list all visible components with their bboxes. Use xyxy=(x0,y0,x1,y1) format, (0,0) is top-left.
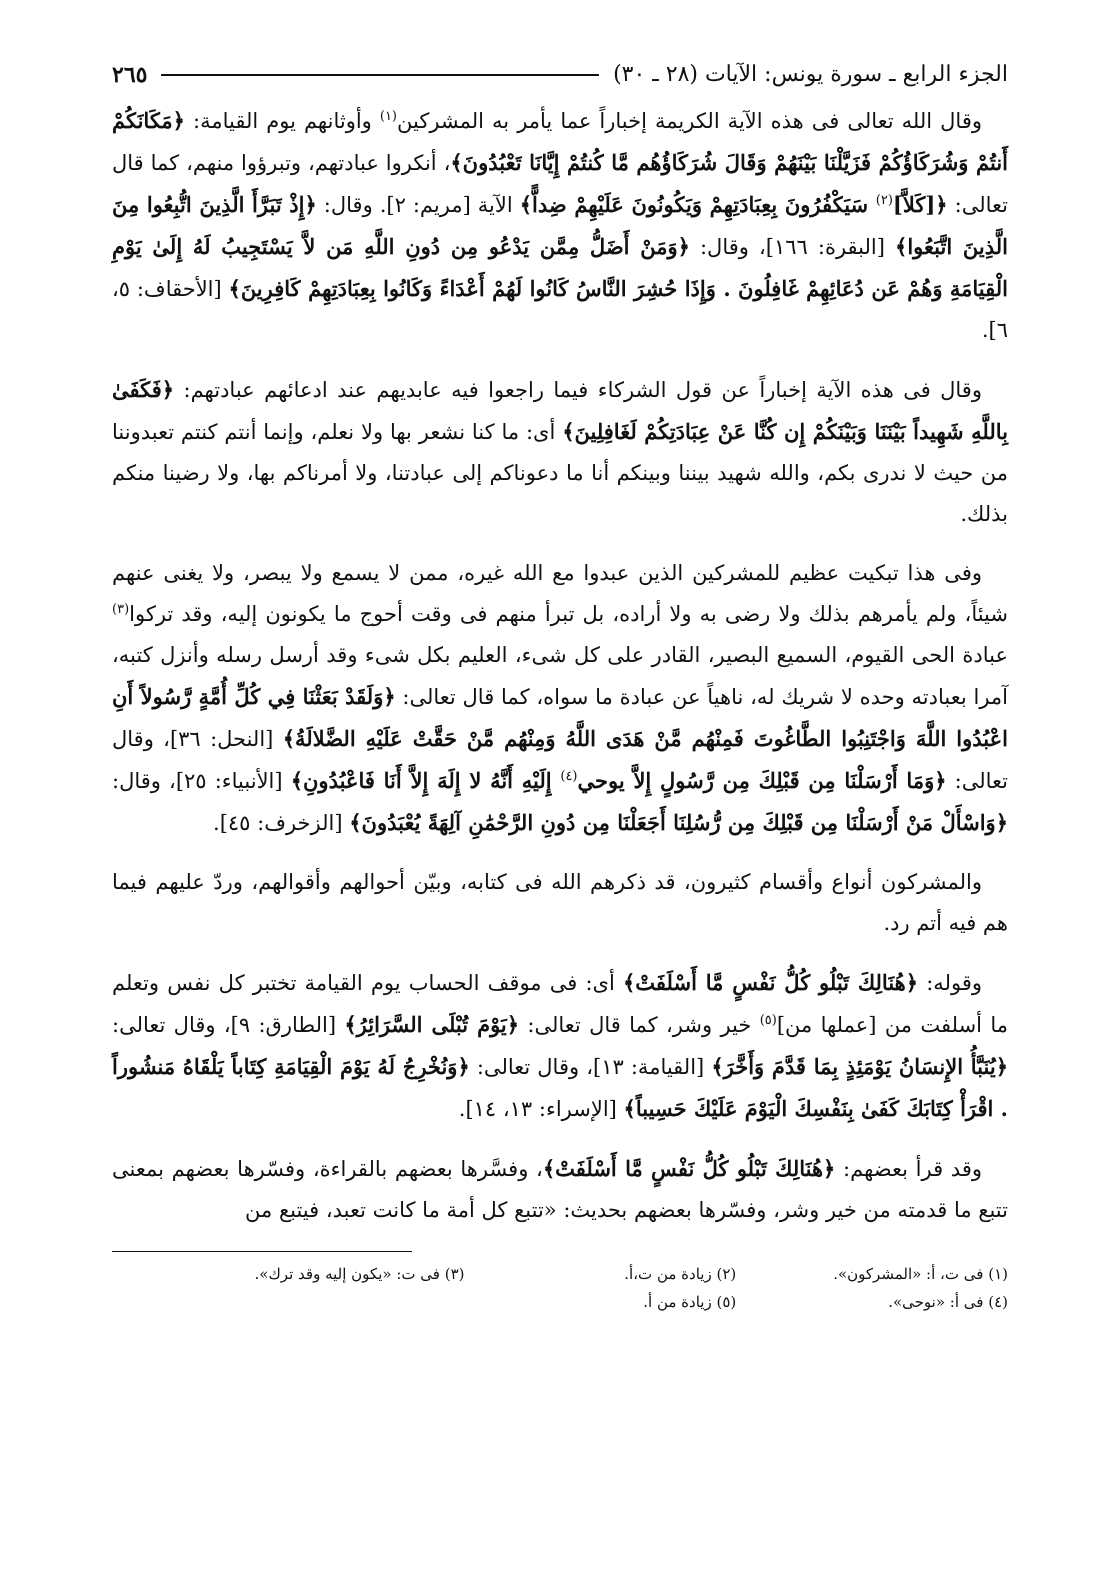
paragraph-text: [الطارق: ٩]، وقال تعالى: xyxy=(112,1013,345,1037)
quran-verse: ﴿[كَلاَّ] xyxy=(892,192,948,217)
paragraph-text: والمشركون أنواع وأقسام كثيرون، قد ذكرهم الله فى كتابه، وبيّن أحوالهم وأقوالهم، وردّ عليهم فيما هم فيه أتم رد. xyxy=(112,870,1008,935)
paragraph-text: [الإسراء: ١٣، ١٤]. xyxy=(458,1097,624,1121)
footnote: (١) فى ت، أ: «المشركون». xyxy=(833,1265,1008,1283)
quran-verse: ﴿وَمَا أَرْسَلْنَا مِن قَبْلِكَ مِن رَّسُولٍ إِلاَّ يوحي xyxy=(577,768,947,793)
page-number: ٢٦٥ xyxy=(112,62,148,88)
paragraph-text: ، وفسَّرها بعضهم بالقراءة، وفسّرها بعضهم بمعنى تتبع ما قدمته من خير وشر، وفسّرها بعضهم بحديث: «تتبع كل أمة ما كانت تعبد، فيتبع من xyxy=(112,1157,1008,1222)
footnote: (٥) زيادة من أ. xyxy=(643,1293,737,1311)
paragraph-text: [القيامة: ١٣]، وقال تعالى: xyxy=(469,1055,712,1079)
footnote: (٣) فى ت: «يكون إليه وقد ترك». xyxy=(254,1265,465,1283)
paragraph-text: ، أنكروا عبادتهم، وتبرؤوا منهم، كما قال تعالى: xyxy=(112,151,1008,217)
paragraph-text: وفى هذا تبكيت عظيم للمشركين الذين عبدوا مع الله غيره، ممن لا يسمع ولا يبصر، ولا يغنى عنهم شيئاً، ولم يأمرهم بذلك ولا رضى به ولا أراده، بل تبرأ منهم فى وقت أحوج ما يكونون إليه، وقد تركوا xyxy=(112,561,1008,626)
quran-verse: ﴿هُنَالِكَ تَبْلُو كُلُّ نَفْسٍ مَّا أَسْلَفَتْ﴾ xyxy=(542,1156,836,1181)
footnote-ref: (٥) xyxy=(759,1013,777,1028)
paragraph-text: [الأنبياء: ٢٥]، وقال: xyxy=(112,769,291,793)
paragraph xyxy=(112,369,1008,535)
paragraph-text: [الزخرف: ٤٥]. xyxy=(213,811,350,835)
quran-verse: ﴿وَنُخْرِجُ لَهُ يَوْمَ الْقِيَامَةِ كِتَاباً يَلْقَاهُ مَنشُوراً . اقْرَأْ كِتَابَكَ كَفَىٰ بِنَفْسِكَ الْيَوْمَ عَلَيْكَ حَسِيباً﴾ xyxy=(112,1054,1008,1121)
body-text xyxy=(112,100,1008,1231)
quran-verse: ﴿مَكَانَكُمْ أَنتُمْ وَشُرَكَاؤُكُمْ فَزَيَّلْنَا بَيْنَهُمْ وَقَالَ شُرَكَاؤُهُم مَّا كُنتُمْ إِيَّانَا تَعْبُدُونَ﴾ xyxy=(112,108,1009,175)
quran-verse: ﴿وَاسْأَلْ مَنْ أَرْسَلْنَا مِن قَبْلِكَ مِن رُّسُلِنَا أَجَعَلْنَا مِن دُونِ الرَّحْمَٰنِ آلِهَةً يُعْبَدُونَ﴾ xyxy=(349,810,1008,835)
running-header xyxy=(112,58,1008,92)
paragraph-text: أى: ما كنا نشعر بها ولا نعلم، وإنما أنتم كنتم تعبدوننا من حيث لا ندرى بكم، والله شهيد بيننا وبينكم أنا ما دعوناكم إلى عبادتنا، ولا أمرناكم بها، ولا رضينا منكم بذلك. xyxy=(112,420,1008,526)
quran-verse: ﴿وَمَنْ أَضَلُّ مِمَّن يَدْعُو مِن دُونِ اللَّهِ مَن لاَّ يَسْتَجِيبُ لَهُ إِلَىٰ يَوْمِ الْقِيَامَةِ وَهُمْ عَن دُعَائِهِمْ غَافِلُونَ . وَإِذَا حُشِرَ النَّاسُ كَانُوا لَهُمْ أَعْدَاءً وَكَانُوا بِعِبَادَتِهِمْ كَافِرِينَ﴾ xyxy=(112,234,1009,301)
quran-verse: ﴿يُنَبَّأُ الإِنسَانُ يَوْمَئِذٍ بِمَا قَدَّمَ وَأَخَّرَ﴾ xyxy=(711,1054,1009,1079)
footnote-ref: (١) xyxy=(379,109,397,124)
paragraph-text: [البقرة: ١٦٦]، وقال: xyxy=(689,235,896,259)
paragraph xyxy=(112,1148,1008,1231)
paragraph xyxy=(112,862,1008,944)
header-title: الجزء الرابع ـ سورة يونس: الآيات (٢٨ ـ ٣٠) xyxy=(613,62,1008,87)
footnote-ref: (٢) xyxy=(875,193,893,208)
quran-verse: ﴿فَكَفَىٰ بِاللَّهِ شَهِيداً بَيْنَنَا وَبَيْنَكُمْ إِن كُنَّا عَنْ عِبَادَتِكُمْ لَغَافِلِينَ﴾ xyxy=(112,377,1008,444)
quran-verse: إِلَيْهِ أَنَّهُ لا إِلَهَ إِلاَّ أَنَا فَاعْبُدُونِ﴾ xyxy=(290,768,561,793)
paragraph xyxy=(112,553,1008,844)
footnote: (٢) زيادة من ت،أ. xyxy=(624,1265,737,1283)
paragraph-text: وأوثانهم يوم القيامة: xyxy=(184,109,380,133)
footnote-ref: (٣) xyxy=(112,602,130,617)
quran-verse: ﴿هُنَالِكَ تَبْلُو كُلُّ نَفْسٍ مَّا أَسْلَفَتْ﴾ xyxy=(623,970,919,995)
paragraph-text: خير وشر، كما قال تعالى: xyxy=(519,1013,760,1037)
paragraph-text: [النحل: ٣٦]، وقال تعالى: xyxy=(112,727,1008,793)
paragraph xyxy=(112,100,1008,351)
quran-verse: ﴿وَلَقَدْ بَعَثْنَا فِي كُلِّ أُمَّةٍ رَّسُولاً أَنِ اعْبُدُوا اللَّهَ وَاجْتَنِبُوا الطَّاغُوتَ فَمِنْهُم مَّنْ هَدَى اللَّهُ وَمِنْهُم مَّنْ حَقَّتْ عَلَيْهِ الضَّلالَةُ﴾ xyxy=(112,684,1008,751)
paragraph-text: الآية [مريم: ٢]. وقال: xyxy=(316,193,520,217)
footnote-rule xyxy=(112,1251,412,1252)
paragraph-text: وقوله: xyxy=(918,971,982,995)
footnotes xyxy=(112,1260,1008,1316)
paragraph xyxy=(112,962,1008,1130)
paragraph-text: [الأحقاف: ٥، ٦]. xyxy=(112,277,1008,342)
paragraph-text: وقد قرأ بعضهم: xyxy=(835,1157,982,1181)
quran-verse: سَيَكْفُرُونَ بِعِبَادَتِهِمْ وَيَكُونُونَ عَلَيْهِمْ ضِداًّ﴾ xyxy=(519,192,876,217)
paragraph-text: وقال الله تعالى فى هذه الآية الكريمة إخباراً عما يأمر به المشركين xyxy=(397,109,982,133)
quran-verse: ﴿يَوْمَ تُبْلَى السَّرَائِرُ﴾ xyxy=(344,1012,520,1037)
header-rule xyxy=(161,74,599,76)
paragraph-text: أى: فى موقف الحساب يوم القيامة تختبر كل نفس وتعلم ما أسلفت من [عملها من] xyxy=(112,971,1008,1037)
footnote: (٤) فى أ: «نوحى». xyxy=(888,1293,1008,1311)
quran-verse: ﴿إِذْ تَبَرَّأَ الَّذِينَ اتُّبِعُوا مِنَ الَّذِينَ اتَّبَعُوا﴾ xyxy=(112,192,1008,259)
footnote-ref: (٤) xyxy=(560,769,578,784)
paragraph-text: عبادة الحى القيوم، السميع البصير، القادر على كل شىء، العليم بكل شىء وقد أرسل رسله وأنزل كتبه، آمرا بعبادته وحده لا شريك له، ناهياً عن عبادة ما سواه، كما قال تعالى: xyxy=(112,643,1008,709)
paragraph-text: وقال فى هذه الآية إخباراً عن قول الشركاء فيما راجعوا فيه عابديهم عند ادعائهم عبادتهم: xyxy=(174,378,982,402)
